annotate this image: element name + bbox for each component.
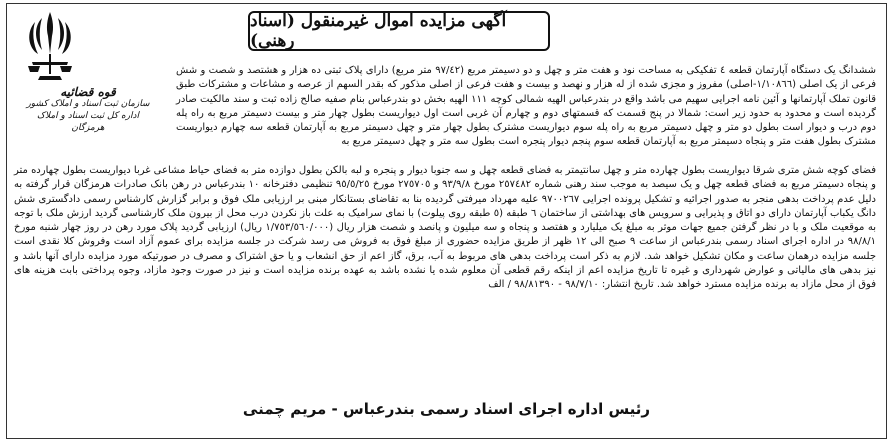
notice-title: آگهی مزایده اموال غیرمنقول (اسناد رهنی) — [248, 11, 550, 51]
iran-emblem-icon — [20, 8, 80, 82]
signature-line: رئیس اداره اجرای اسناد رسمی بندرعباس - مریم چمنی — [242, 400, 651, 418]
notice-body-top: ششدانگ یک دستگاه آپارتمان قطعه ٤ تفکیکی به مساحت نود و هفت متر و چهل و دو دسیمتر مربع (٩٧/٤٢ متر مربع) دارای پلاک ثبتی ده هزار و هشتصد و شصت و شش فرعی از یک اصلی (١/١٠٨٦٦-اصلی) مفروز و مجزی شده از له هزار و نهصد و بیست و هفت فرعی از اصلی مذکور که بقدر السهم از عرصه و مشاعات و مشترکات طبق قانون تملک آپارتمانها و آئین نامه اجرایی سهیم می باشد واقع در بندرعباس الهیه شمالی کوچه ١١١ الهیه بخش دو بندرعباس بنام صفیه صالح زاده ثبت و سند مالکیت صادر گردیده است و محدود به حدود زیر است: شمالا در پنج قسمت که قسمتهای دوم و چهارم آن غربی است اول دیواریست بطول چهار متر و بیست دسیمتر مربع به راه پله دوم درب و دیوار است بطول دو متر و چهل دسیمتر مربع به راه پله سوم دیواریست مشترک بطول چهار متر و چهل دسیمتر مربع به آپارتمان قطعه سه چهارم دیواریست مشترک بطول هفت متر و پنجاه دسیمتر مربع به آپارتمان قطعه سوم پنجم دیوار پنجره است بطول سه متر و چهل دسیمتر مربع به — [176, 65, 876, 148]
organization-name-line2: اداره کل ثبت اسناد و املاک هرمزگان — [36, 111, 140, 133]
notice-body-bottom: فضای کوچه شش متری شرقا دیواریست بطول چهارده متر و چهل سانتیمتر به فضای قطعه چهل و سه جنوبا دیوار و پنجره و لبه بالکن بطول دوازده متر به فضای حیاط مشاعی غربا دیواریست بطول چهارده متر و پنجاه دسیمتر مربع به فضای قطعه چهل و یک سیصد به موجب سند رهنی شماره ٢٥٧٤٨٢ مورخ ٩٣/٩/٨ و ٢٧٥٧٠٥ مورخ ٩٥/٥/٢٥ تنظیمی دفترخانه ١٠ بندرعباس در رهن بانک صادرات هرمزگان قرار گرفته به دلیل عدم پرداخت بدهی منجر به صدور اجرائیه و تشکیل پرونده اجرایی ٩٧٠٠٢٦٧ علیه مهرداد میرفتی گردیده بنا به تقاضای بستانکار مبنی بر ارزیابی ملک فوق و برابر گزارش کارشناس رسمی دادگستری شش دانگ یکباب آپارتمان دارای دو اتاق و پذیرایی و سرویس های بهداشتی از ساختمان ٦ طبقه (٥ طبقه روی پیلوت) با نمای سرامیک به علت باز نکردن درب محل از بیرون ملک کارشناسی گردید ارزش ملک با توجه به موقعیت ملک و با در نظر گرفتن جمیع جهات موثر به مبلغ یک میلیارد و هفتصد و پنجاه و سه میلیون و پانصد و شصت هزار ریال (١/٧٥٣/٥٦٠/٠٠٠ ریال) ارزیابی گردید پلاک مورد رهن در روز چهار شنبه مورخ ٩٨/٨/١ در اداره اجرای اسناد رسمی بندرعباس از ساعت ٩ صبح الی ١٢ ظهر از طریق مزایده حضوری از مبلغ فوق به فروش می رسد شرکت در جلسه مزایده برای عموم آزاد است وفروش کلا نقدی است جلسه مزایده درهمان ساعت و مکان تشکیل خواهد شد. لازم به ذکر است پرداخت بدهی های مربوط به آب، برق، گاز اعم از حق انشعاب و یا حق اشتراک و مصرف در صورتیکه مورد مزایده دارای آنها باشد و نیز بدهی های مالیاتی و عوارض شهرداری و غیره تا تاریخ مزایده اعم از اینکه رقم قطعی آن معلوم شده یا نشده باشد به عهده برنده مزایده است و نیز در صورت وجود مازاد، وجوه پرداختی بابت هزینه های فوق از محل مازاد به برنده مزایده مسترد خواهد شد. تاریخ انتشار: ٩٨/٧/١٠ - ٩٨/٨١٣٩٠ / الف — [14, 165, 877, 291]
organization-name-line1: سازمان ثبت اسناد و املاک کشور — [26, 99, 150, 109]
judiciary-logo-text: قوه قضائیه — [60, 85, 116, 99]
organization-block — [22, 86, 154, 134]
